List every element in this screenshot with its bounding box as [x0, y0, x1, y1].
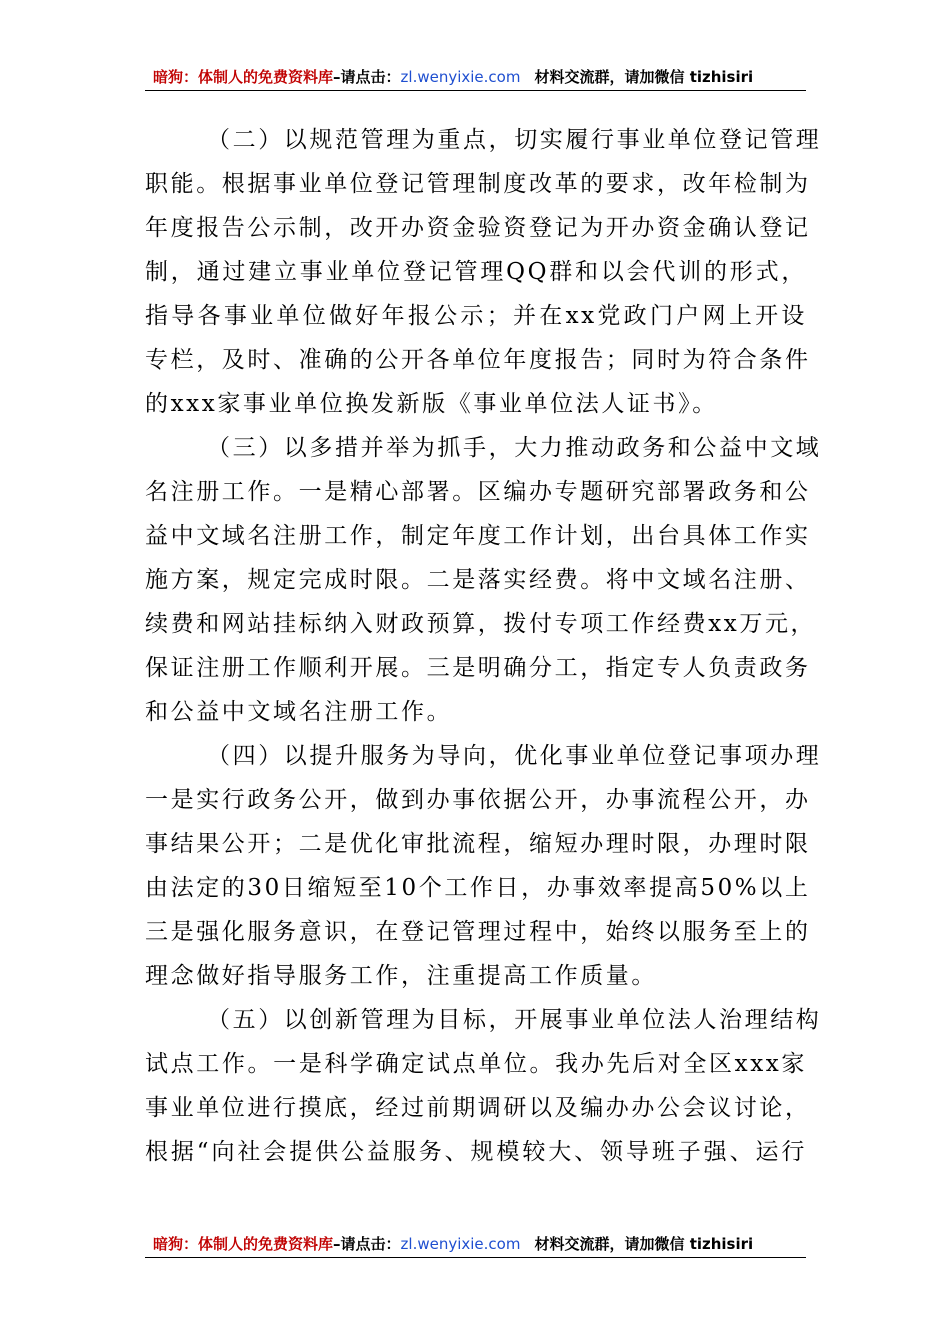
header-banner — [145, 66, 806, 91]
text-line: 根据“向社会提供公益服务、规模较大、领导班子强、运行 — [145, 1139, 807, 1165]
document-body — [145, 118, 822, 1174]
banner-link[interactable]: zl.wenyixie.com — [400, 68, 521, 86]
paragraph-5 — [145, 998, 822, 1174]
text-line: 的xxx家事业单位换发新版《事业单位法人证书》。 — [145, 391, 718, 417]
text-line: （四）以提升服务为导向，优化事业单位登记事项办理 — [207, 743, 822, 769]
text-line: （五）以创新管理为目标，开展事业单位法人治理结构 — [207, 1007, 822, 1033]
paragraph-2 — [145, 118, 822, 426]
text-line: 理念做好指导服务工作，注重提高工作质量。 — [145, 963, 657, 989]
text-line: 指导各事业单位做好年报公示；并在xx党政门户网上开设 — [145, 303, 807, 329]
banner-brand: 暗狗：体制人的免费资料库 — [153, 1235, 334, 1253]
text-line: 事业单位进行摸底，经过前期调研以及编办办公会议讨论， — [145, 1095, 811, 1121]
paragraph-3 — [145, 426, 822, 734]
banner-cta: –请点击： — [333, 1235, 401, 1253]
banner-group-info: 材料交流群，请加微信 tizhisiri — [534, 1235, 754, 1253]
banner-brand: 暗狗：体制人的免费资料库 — [153, 68, 334, 86]
text-line: 专栏，及时、准确的公开各单位年度报告；同时为符合条件 — [145, 347, 811, 373]
text-line: （三）以多措并举为抓手，大力推动政务和公益中文域 — [207, 435, 822, 461]
text-line: 名注册工作。一是精心部署。区编办专题研究部署政务和公 — [145, 479, 811, 505]
text-line: 由法定的30日缩短至10个工作日，办事效率提高50%以上 — [145, 875, 811, 901]
footer-banner — [145, 1233, 806, 1258]
text-line: （二）以规范管理为重点，切实履行事业单位登记管理 — [207, 127, 822, 153]
text-line: 保证注册工作顺利开展。三是明确分工，指定专人负责政务 — [145, 655, 811, 681]
text-line: 一是实行政务公开，做到办事依据公开，办事流程公开，办 — [145, 787, 811, 813]
text-line: 职能。根据事业单位登记管理制度改革的要求，改年检制为 — [145, 171, 811, 197]
text-line: 施方案，规定完成时限。二是落实经费。将中文域名注册、 — [145, 567, 811, 593]
text-line: 年度报告公示制，改开办资金验资登记为开办资金确认登记 — [145, 215, 811, 241]
banner-cta: –请点击： — [333, 68, 401, 86]
paragraph-4 — [145, 734, 822, 998]
text-line: 续费和网站挂标纳入财政预算，拨付专项工作经费xx万元， — [145, 611, 817, 637]
banner-group-info: 材料交流群，请加微信 tizhisiri — [534, 68, 754, 86]
banner-link[interactable]: zl.wenyixie.com — [400, 1235, 521, 1253]
text-line: 三是强化服务意识，在登记管理过程中，始终以服务至上的 — [145, 919, 811, 945]
text-line: 和公益中文域名注册工作。 — [145, 699, 453, 725]
text-line: 试点工作。一是科学确定试点单位。我办先后对全区xxx家 — [145, 1051, 807, 1077]
text-line: 益中文域名注册工作，制定年度工作计划，出台具体工作实 — [145, 523, 811, 549]
text-line: 制，通过建立事业单位登记管理QQ群和以会代训的形式， — [145, 259, 807, 285]
text-line: 事结果公开；二是优化审批流程，缩短办理时限，办理时限 — [145, 831, 811, 857]
